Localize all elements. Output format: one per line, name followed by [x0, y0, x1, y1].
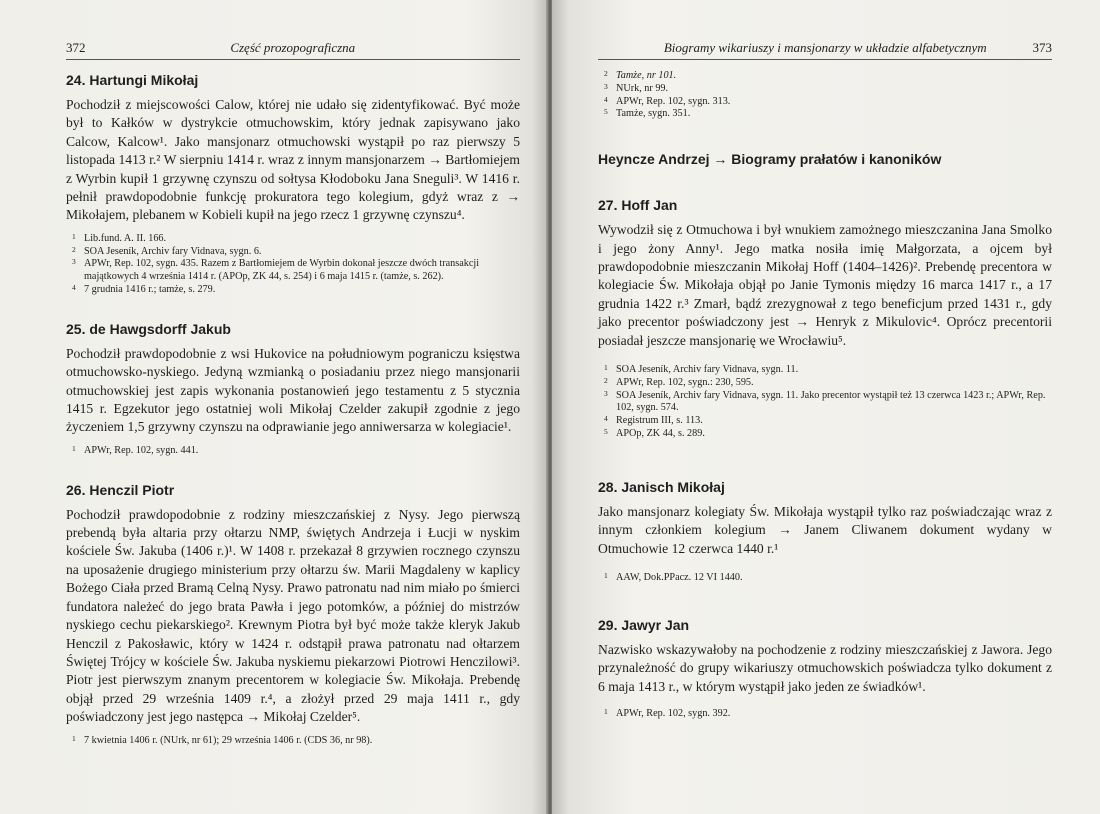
entry-heading: 26. Henczil Piotr	[66, 481, 175, 498]
footnote: 5 APOp, ZK 44, s. 289.	[604, 427, 705, 440]
entry-jawyr	[598, 617, 1052, 721]
footnotes	[598, 364, 1052, 441]
footnotes	[598, 708, 1052, 721]
footnote: 2 Tamże, nr 101.	[604, 69, 677, 81]
footnote: 3 APWr, Rep. 102, sygn. 435. Razem z Bartłomiejem de Wyrbin dokonał jeszcze dwóch transakcji majątkowych 4 września 1414 r. (APOp, ZK 44, s. 254) i 6 maja 1415 r. (tamże, s. 262).	[72, 257, 480, 283]
footnote: 3 SOA Jeseník, Archiv fary Vidnava, sygn. 11. Jako precentor wystąpił też 13 czerwca 1423 r.; APWr, Rep. 102, sygn. 574.	[604, 388, 1046, 414]
page-number: 372	[66, 40, 86, 55]
entry-heading: 25. de Hawgsdorff Jakub	[66, 320, 231, 337]
right-running-head	[598, 40, 1052, 60]
entry-heading: 29. Jawyr Jan	[598, 616, 690, 633]
right-page	[552, 0, 1100, 814]
footnote: 1 7 kwietnia 1406 r. (NUrk, nr 61); 29 września 1406 r. (CDS 36, nr 98).	[72, 733, 373, 746]
footnote: 1 Lib.fund. A. II. 166.	[72, 231, 167, 244]
entry-text: Nazwisko wskazywałoby na pochodzenie z rodziny mieszczańskiej z Jawora. Jego przynależność do grupy wikariuszy otmuchowskich poświadcza tylko dokument z 6 maja 1413 r., w którym wystąpił jako jeden ze świadków¹.	[598, 641, 1052, 694]
entry-janisch	[598, 479, 1052, 585]
footnotes	[66, 233, 520, 297]
footnote: 2 SOA Jeseník, Archiv fary Vidnava, sygn. 6.	[72, 244, 262, 257]
left-running-head	[66, 40, 520, 60]
running-title: Część prozopograficzna	[230, 40, 356, 55]
footnotes	[66, 735, 520, 748]
footnote: 4 7 grudnia 1416 r.; tamże, s. 279.	[72, 283, 216, 296]
entry-text: Pochodził prawdopodobnie z wsi Hukovice na południowym pograniczu księstwa otmuchowsko-nyskiego. Jedyną wzmianką o posiadaniu przez niego mansjonarii otmuchowskiej jest zapis wykonania postanowień jego testamentu z 5 stycznia 1415 r. Egzekutor jego ostatniej woli Mikołaj Czelder zakupił zgodnie z jego życzeniem 1,5 grzywny czynszu na odprawianie jego anniwersarza w kolegiacie¹.	[66, 345, 520, 435]
footnotes	[66, 445, 520, 458]
entry-hoff	[598, 197, 1052, 441]
entry-text: Pochodził prawdopodobnie z rodziny mieszczańskiej z Nysy. Jego pierwszą prebendą była altaria przy ołtarzu NMP, świętych Andrzeja i Łucji w nyskim kościele Św. Jakuba (1406 r.)¹. W 1408 r. przekazał 8 grzywien rocznego czynszu na uposażenie drugiego ministerium przy ołtarzu św. Marii Magdaleny w kaplicy Bożego Ciała przed Bramą Celną Nysy. Prawo patronatu nad nim miało po śmierci fundatora należeć do jego brata Pawła i jego potomków, a później do mistrzów nyskiego cechu piekarskiego². Krewnym Piotra był być może także kleryk Jakub Henczil z Pakosławic, który w 1424 r. odstąpił prawa patronatu nad ołtarzem Świętej Trójcy w kościele Św. Jakuba nyskiemu piekarzowi Piotrowi Henczilowi³. Piotr jest pierwszym znanym precentorem w kolegiacie Św. Mikołaja. Prebendę objął przed 29 września 1409 r.⁴, a złożył przed 29 maja 1411 r., gdy poświadczony jest jego następca → Mikołaj Czelder⁵.	[66, 506, 520, 725]
footnote: 1 AAW, Dok.PPacz. 12 VI 1440.	[604, 571, 743, 584]
entry-hawgsdorff	[66, 321, 520, 458]
entry-heading: 24. Hartungi Mikołaj	[66, 72, 199, 88]
footnote: 5 Tamże, sygn. 351.	[604, 107, 691, 120]
footnotes	[598, 572, 1052, 585]
footnote: 4 Registrum III, s. 113.	[604, 414, 703, 427]
running-title: Biogramy wikariuszy i mansjonarzy w układzie alfabetycznym	[663, 40, 987, 55]
left-page	[0, 0, 548, 814]
entry-text: Wywodził się z Otmuchowa i był wnukiem zamożnego mieszczanina Jana Smolko i jego żony Anny¹. Jego matka nosiła imię Małgorzata, a ojcem był prawdopodobnie mieszczanin Mikołaj Hoff (1404–1426)². Prebendę precentora w kolegiacie Św. Mikołaja objął po Janie Tymonis między 16 marca 1417 r., a 17 grudnia 1422 r.³ Zmarł, bądź zrezygnował z tego beneficjum przed 1431 r., gdy jako precentor poświadczony jest → Henryk z Mikulovic⁴. Oprócz precentorii posiadał jeszcze mansjonarię we Wrocławiu⁵.	[598, 222, 1052, 348]
entry-hartungi	[66, 72, 520, 297]
footnote: 2 APWr, Rep. 102, sygn.: 230, 595.	[604, 375, 754, 388]
entry-heading: 27. Hoff Jan	[598, 197, 678, 214]
footnote: 1 APWr, Rep. 102, sygn. 392.	[604, 707, 731, 720]
footnote: 4 APWr, Rep. 102, sygn. 313.	[604, 94, 731, 107]
entry-henczil	[66, 482, 520, 748]
footnote: 3 NUrk, nr 99.	[604, 81, 669, 94]
entry-heading: 28. Janisch Mikołaj	[598, 478, 725, 495]
footnote: 1 SOA Jeseník, Archiv fary Vidnava, sygn. 11.	[604, 363, 799, 376]
cross-reference-heading: Heyncze Andrzej → Biogramy prałatów i kanoników	[598, 151, 942, 168]
entry-text: Jako mansjonarz kolegiaty Św. Mikołaja wystąpił tylko raz poświadczając wraz z innym członkiem kolegium → Janem Cliwanem dokument wydany w Otmuchowie 12 czerwca 1440 r.¹	[598, 503, 1052, 556]
footnote: 1 APWr, Rep. 102, sygn. 441.	[72, 443, 199, 456]
entry-text: Pochodził z miejscowości Calow, której nie udało się zidentyfikować. Być może był to Kałków w dystrykcie otmuchowskim, który jednak zapisywano jako Calcow, Kalcow¹. Jako mansjonarz otmuchowski wystąpił po raz pierwszy 5 listopada 1413 r.² W sierpniu 1414 r. wraz z innym mansjonarzem → Bartłomiejem z Wyrbin kupił 1 grzywnę czynszu od sołtysa Kłodoboku Jana Sneguli³. W 1416 r. pełnił prawdopodobnie funkcję prokuratora tego kolegium, gdyż wraz z → Mikołajem, plebanem w Kobieli kupił na jego rzecz 1 grzywnę czynszu⁴.	[66, 97, 520, 223]
page-number: 373	[1032, 40, 1052, 55]
continued-footnotes	[598, 70, 1052, 121]
